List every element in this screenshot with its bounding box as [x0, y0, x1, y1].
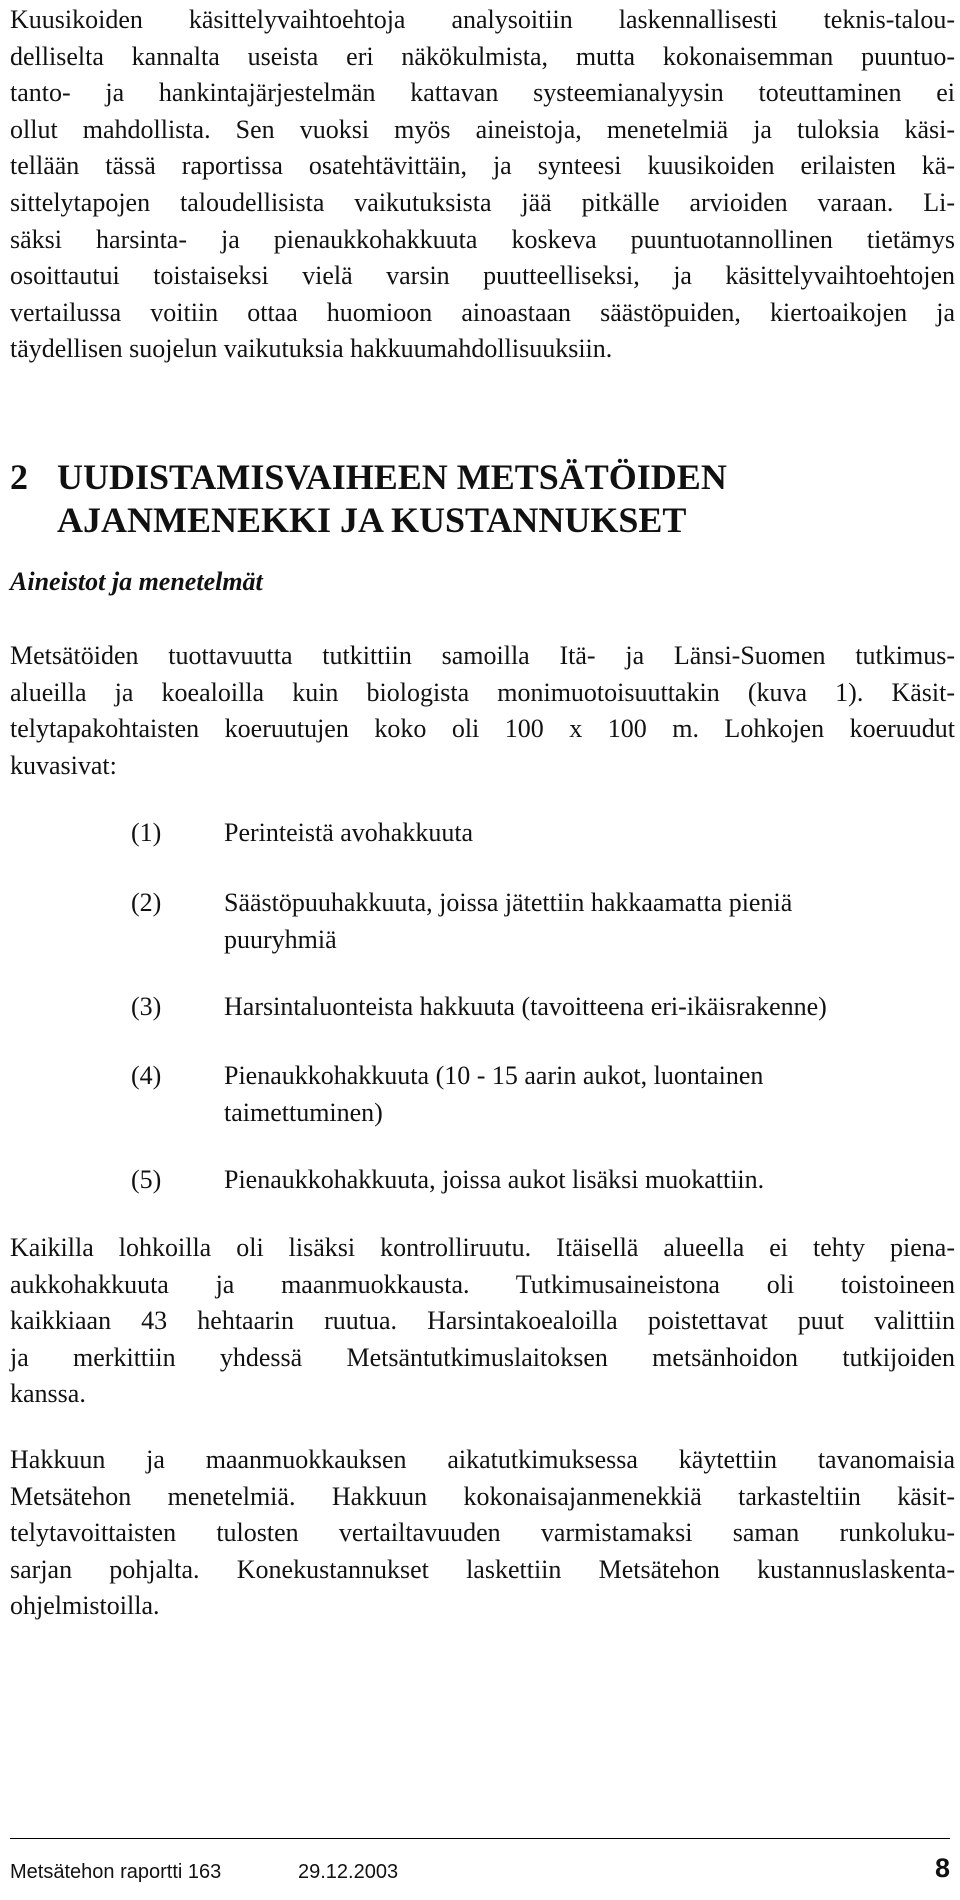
text-line: osoittautui toistaiseksi vielä varsin puutteelliseksi, ja käsittelyvaihtoehtojen	[10, 261, 955, 291]
text-line: Harsintaluonteista hakkuuta (tavoitteena eri-ikäisrakenne)	[224, 992, 827, 1021]
section-heading	[10, 456, 955, 542]
text-line: kaikkiaan 43 hehtaarin ruutua. Harsintakoealoilla poistettavat puut valittiin	[10, 1306, 955, 1336]
text-line: säksi harsinta- ja pienaukkohakkuuta koskeva puuntuotannollinen tietämys	[10, 224, 955, 254]
text-line: täydellisen suojelun vaikutuksia hakkuumahdollisuuksiin.	[10, 334, 613, 364]
text-line: kanssa.	[10, 1379, 86, 1409]
text-line: sarjan pohjalta. Konekustannukset laskettiin Metsätehon kustannuslaskenta-	[10, 1554, 955, 1584]
methods-paragraph	[10, 638, 955, 784]
list-text	[224, 885, 944, 958]
text-line: sittelytapojen taloudellisista vaikutuksista jää pitkälle arvioiden varaan. Li-	[10, 187, 955, 217]
text-line: Perinteistä avohakkuuta	[224, 818, 474, 847]
text-line: Metsätöiden tuottavuutta tutkittiin samoilla Itä- ja Länsi-Suomen tutkimus-	[10, 641, 955, 670]
list-text	[224, 989, 944, 1026]
list-number: (5)	[131, 1165, 162, 1194]
text-line: Kaikilla lohkoilla oli lisäksi kontrolliruutu. Itäisellä alueella ei tehty piena-	[10, 1233, 955, 1262]
text-line: kuvasivat:	[10, 750, 117, 780]
publication-name: Metsätehon raportti 163	[10, 1861, 222, 1883]
text-line: Hakkuun ja maanmuokkauksen aikatutkimuksessa käytettiin tavanomaisia	[10, 1445, 955, 1474]
text-line: tellään tässä raportissa osatehtävittäin, ja synteesi kuusikoiden erilaisten kä-	[10, 151, 955, 181]
page-number: 8	[934, 1853, 950, 1883]
list-number: (2)	[131, 888, 162, 917]
page-footer	[10, 1838, 950, 1883]
intro-paragraph	[10, 2, 955, 368]
text-line: puuryhmiä	[224, 924, 337, 954]
time-study-paragraph	[10, 1442, 955, 1625]
text-line: taimettuminen)	[224, 1097, 383, 1127]
text-line: alueilla ja koealoilla kuin biologista monimuotoisuuttakin (kuva 1). Käsit-	[10, 677, 955, 707]
text-line: Pienaukkohakkuuta (10 - 15 aarin aukot, luontainen	[224, 1061, 764, 1090]
publication-date: 29.12.2003	[298, 1861, 399, 1883]
text-line: Kuusikoiden käsittelyvaihtoehtoja analysoitiin laskennallisesti teknis-talou-	[10, 5, 955, 34]
list-number: (4)	[131, 1061, 162, 1090]
section-number: 2	[10, 457, 28, 497]
text-line: tanto- ja hankintajärjestelmän kattavan systeemianalyysin toteuttaminen ei	[10, 78, 955, 108]
list-text	[224, 815, 944, 852]
text-line: ollut mahdollista. Sen vuoksi myös aineistoja, menetelmiä ja tuloksia käsi-	[10, 114, 955, 144]
text-line: Metsätehon menetelmiä. Hakkuun kokonaisajanmenekkiä tarkasteltiin käsit-	[10, 1481, 955, 1511]
text-line: telytapakohtaisten koeruutujen koko oli 100 x 100 m. Lohkojen koeruudut	[10, 714, 955, 744]
section-title-line2: AJANMENEKKI JA KUSTANNUKSET	[57, 500, 687, 540]
list-text	[224, 1162, 944, 1199]
section-title-line1: UUDISTAMISVAIHEEN METSÄTÖIDEN	[57, 457, 727, 497]
text-line: delliselta kannalta useista eri näkökulmista, mutta kokonaisemman puuntuo-	[10, 41, 955, 71]
text-line: ja merkittiin yhdessä Metsäntutkimuslaitoksen metsänhoidon tutkijoiden	[10, 1342, 955, 1372]
control-plot-paragraph	[10, 1230, 955, 1413]
text-line: Säästöpuuhakkuuta, joissa jätettiin hakkaamatta pieniä	[224, 888, 793, 917]
text-line: ohjelmistoilla.	[10, 1591, 160, 1621]
subheading: Aineistot ja menetelmät	[10, 567, 263, 596]
text-line: Pienaukkohakkuuta, joissa aukot lisäksi muokattiin.	[224, 1165, 765, 1194]
text-line: telytavoittaisten tulosten vertailtavuuden varmistamaksi saman runkoluku-	[10, 1518, 955, 1548]
text-line: aukkohakkuuta ja maanmuokkausta. Tutkimusaineistona oli toistoineen	[10, 1269, 955, 1299]
list-number: (1)	[131, 818, 162, 847]
text-line: vertailussa voitiin ottaa huomioon ainoastaan säästöpuiden, kiertoaikojen ja	[10, 297, 955, 327]
list-number: (3)	[131, 992, 162, 1021]
list-text	[224, 1058, 944, 1131]
